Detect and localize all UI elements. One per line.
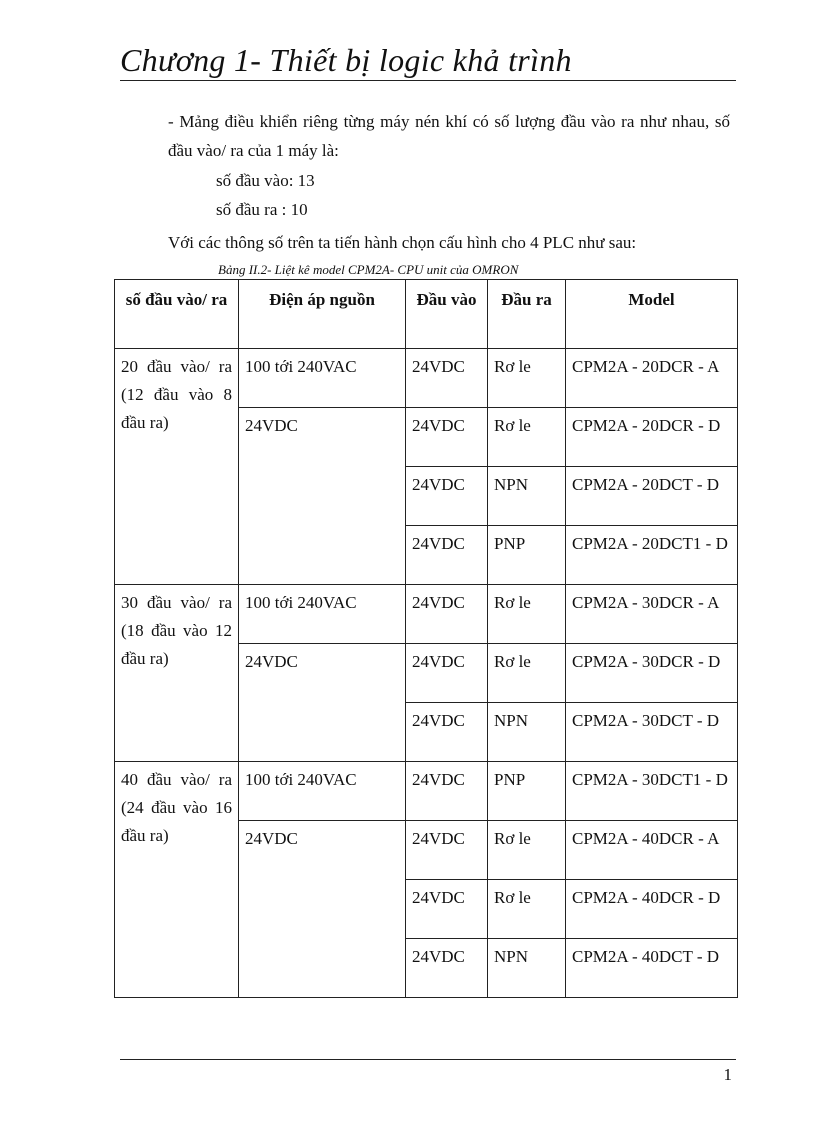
model-cell: CPM2A - 20DCT1 - D (566, 526, 738, 585)
model-cell: CPM2A - 40DCR - D (566, 880, 738, 939)
output-cell: NPN (488, 467, 566, 526)
model-cell: CPM2A - 30DCT - D (566, 703, 738, 762)
table-row (115, 349, 738, 408)
io-group-cell: 40 đầu vào/ ra (24 đầu vào 16 đầu ra) (115, 762, 239, 998)
model-table (114, 279, 738, 998)
output-cell: Rơ le (488, 644, 566, 703)
model-cell: CPM2A - 40DCT - D (566, 939, 738, 998)
output-cell: NPN (488, 939, 566, 998)
table-caption: Bảng II.2- Liệt kê model CPM2A- CPU unit của OMRON (218, 262, 519, 277)
model-cell: CPM2A - 20DCT - D (566, 467, 738, 526)
power-cell: 24VDC (239, 408, 406, 585)
input-cell: 24VDC (406, 939, 488, 998)
page-header (120, 40, 736, 80)
table-row (115, 762, 738, 821)
power-cell: 100 tới 240VAC (239, 585, 406, 644)
output-cell: Rơ le (488, 880, 566, 939)
model-cell: CPM2A - 20DCR - A (566, 349, 738, 408)
footer-divider (120, 1059, 736, 1060)
input-cell: 24VDC (406, 349, 488, 408)
power-cell: 24VDC (239, 644, 406, 762)
input-cell: 24VDC (406, 644, 488, 703)
input-cell: 24VDC (406, 762, 488, 821)
page-number: 1 (723, 1065, 732, 1084)
model-cell: CPM2A - 30DCT1 - D (566, 762, 738, 821)
output-cell: Rơ le (488, 585, 566, 644)
inputs-line: số đầu vào: 13 (216, 171, 315, 190)
output-cell: Rơ le (488, 349, 566, 408)
column-header-model: Model (566, 280, 738, 349)
input-cell: 24VDC (406, 821, 488, 880)
config-paragraph: Với các thông số trên ta tiến hành chọn cấu hình cho 4 PLC như sau: (168, 233, 637, 252)
header-divider (120, 80, 736, 81)
output-cell: PNP (488, 762, 566, 821)
output-cell: Rơ le (488, 821, 566, 880)
table-header-row (115, 280, 738, 349)
input-cell: 24VDC (406, 880, 488, 939)
input-cell: 24VDC (406, 467, 488, 526)
output-cell: PNP (488, 526, 566, 585)
column-header-input: Đầu vào (406, 280, 488, 349)
intro-paragraph: - Mảng điều khiển riêng từng máy nén khí có số lượng đầu vào ra như nhau, số đầu vào/ ra của 1 máy là: (168, 112, 730, 160)
input-cell: 24VDC (406, 585, 488, 644)
table-row (115, 585, 738, 644)
outputs-line: số đầu ra : 10 (216, 200, 308, 219)
column-header-io: số đầu vào/ ra (115, 280, 239, 349)
io-group-cell: 20 đầu vào/ ra (12 đầu vào 8 đầu ra) (115, 349, 239, 585)
power-cell: 100 tới 240VAC (239, 349, 406, 408)
column-header-output: Đầu ra (488, 280, 566, 349)
chapter-title: Chương 1- Thiết bị logic khả trình (120, 42, 572, 78)
input-cell: 24VDC (406, 526, 488, 585)
column-header-power: Điện áp nguồn (239, 280, 406, 349)
power-cell: 100 tới 240VAC (239, 762, 406, 821)
input-cell: 24VDC (406, 408, 488, 467)
output-cell: NPN (488, 703, 566, 762)
model-cell: CPM2A - 20DCR - D (566, 408, 738, 467)
input-cell: 24VDC (406, 703, 488, 762)
model-cell: CPM2A - 40DCR - A (566, 821, 738, 880)
model-cell: CPM2A - 30DCR - A (566, 585, 738, 644)
power-cell: 24VDC (239, 821, 406, 998)
model-cell: CPM2A - 30DCR - D (566, 644, 738, 703)
io-group-cell: 30 đầu vào/ ra (18 đầu vào 12 đầu ra) (115, 585, 239, 762)
output-cell: Rơ le (488, 408, 566, 467)
